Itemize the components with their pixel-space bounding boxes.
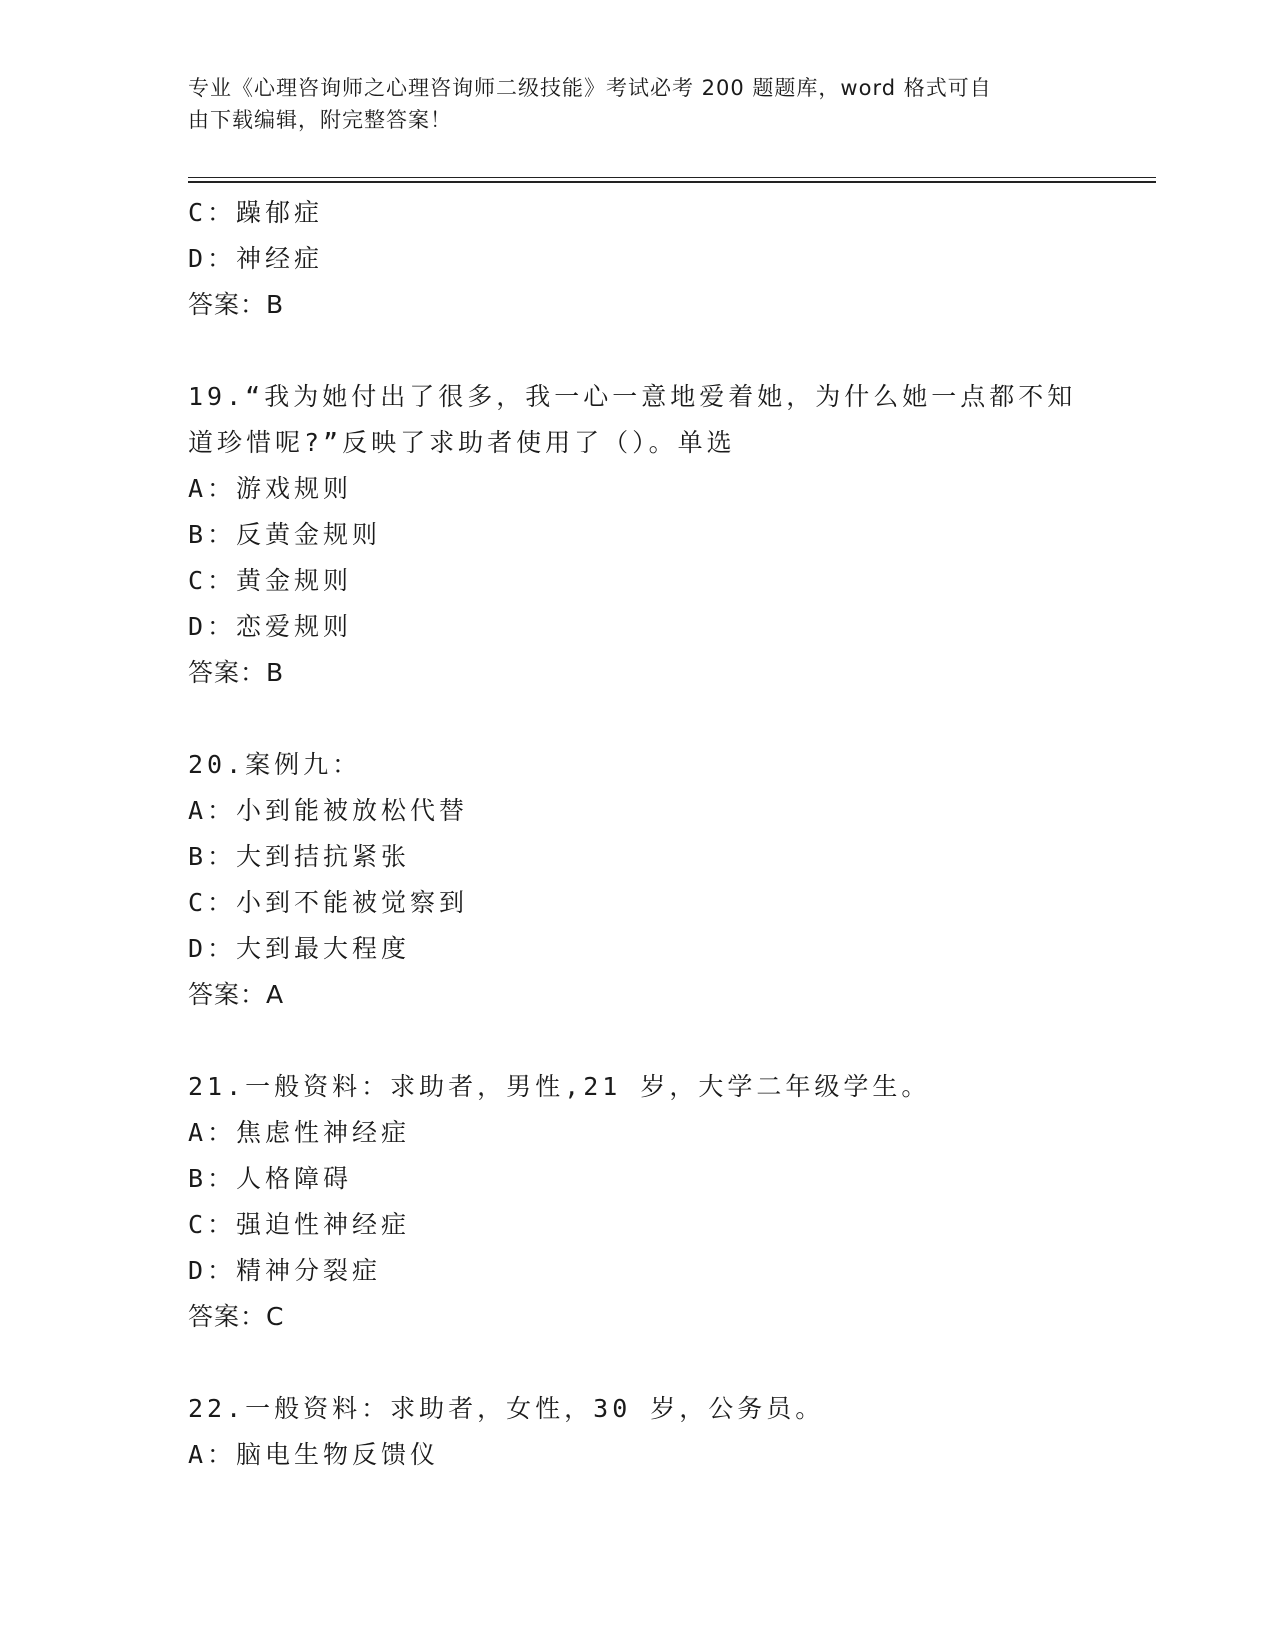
question-stem: 21.一般资料：求助者，男性,21 岁，大学二年级学生。 <box>188 1072 931 1101</box>
question-list <box>188 190 1118 1478</box>
question-stem: 19.“我为她付出了很多，我一心一意地爱着她，为什么她一点都不知 <box>188 382 1077 411</box>
answer: 答案：B <box>188 658 285 687</box>
answer: 答案：B <box>188 290 285 319</box>
answer: 答案：C <box>188 1302 285 1331</box>
document-header <box>188 72 1068 136</box>
header-divider-thick <box>188 181 1156 183</box>
option-d: D：精神分裂症 <box>188 1256 382 1285</box>
previous-question-tail <box>188 190 1118 328</box>
option-c: C：小到不能被觉察到 <box>188 888 469 917</box>
option-c: C：黄金规则 <box>188 566 353 595</box>
option-a: A：焦虑性神经症 <box>188 1118 411 1147</box>
question-19 <box>188 374 1118 696</box>
question-20 <box>188 742 1118 1018</box>
option-b: B：反黄金规则 <box>188 520 382 549</box>
question-22 <box>188 1386 1118 1478</box>
option-a: A：小到能被放松代替 <box>188 796 469 825</box>
option-d: D：大到最大程度 <box>188 934 411 963</box>
option-d: D：恋爱规则 <box>188 612 353 641</box>
option-b: B：大到拮抗紧张 <box>188 842 411 871</box>
option-a: A：脑电生物反馈仪 <box>188 1440 440 1469</box>
option-c: C：强迫性神经症 <box>188 1210 411 1239</box>
question-stem: 22.一般资料：求助者，女性，30 岁，公务员。 <box>188 1394 825 1423</box>
option-b: B：人格障碍 <box>188 1164 353 1193</box>
header-divider-thin <box>188 177 1156 178</box>
option-d: D：神经症 <box>188 244 324 273</box>
option-c: C：躁郁症 <box>188 198 324 227</box>
header-line-2: 由下载编辑，附完整答案！ <box>188 108 452 132</box>
header-line-1: 专业《心理咨询师之心理咨询师二级技能》考试必考 200 题题库，word 格式可自 <box>188 76 992 100</box>
question-stem: 20.案例九： <box>188 750 362 779</box>
question-stem: 道珍惜呢?”反映了求助者使用了（）。单选 <box>188 428 736 457</box>
question-21 <box>188 1064 1118 1340</box>
answer: 答案：A <box>188 980 285 1009</box>
option-a: A：游戏规则 <box>188 474 353 503</box>
